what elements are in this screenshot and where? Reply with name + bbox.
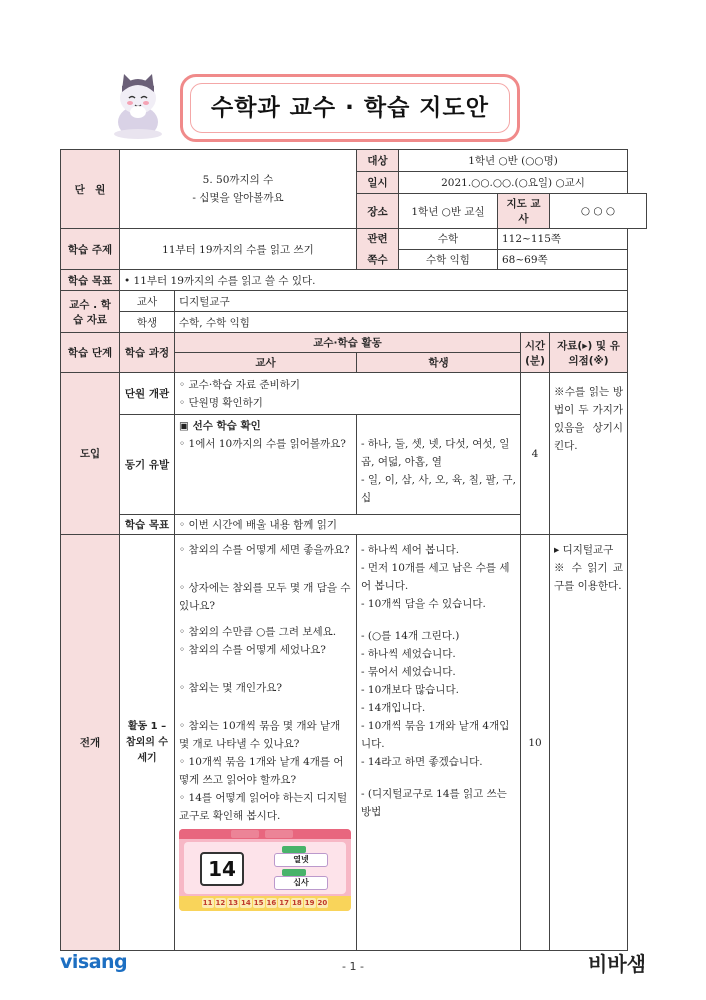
- digital-tool-screenshot: [179, 829, 351, 911]
- teacher-value: ○ ○ ○: [550, 194, 647, 229]
- intro-teacher-1: [175, 373, 521, 415]
- topic-value: 11부터 19까지의 수를 읽고 쓰기: [120, 229, 357, 270]
- intro-time: 4: [521, 373, 550, 535]
- app-strip-number: 12: [215, 899, 226, 907]
- develop-student-1: - 하나씩 세어 봅니다.: [361, 544, 460, 556]
- app-read-2: 십사: [274, 876, 328, 890]
- app-read-1: 열넷: [274, 853, 328, 867]
- develop-teacher-3: ◦ 참외의 수만큼 ○를 그려 보세요.: [179, 626, 337, 638]
- develop-notes: [550, 535, 628, 951]
- intro-process-2: 동기 유발: [120, 415, 175, 515]
- related-pages-2: 68~69쪽: [498, 249, 628, 270]
- app-strip-number: 16: [266, 899, 277, 907]
- develop-student-2: - 먼저 10개를 세고 남은 수를 세어 봅니다.: [361, 562, 510, 592]
- materials-student-value: 수학, 수학 익힘: [175, 312, 628, 333]
- materials-teacher-label: 교사: [120, 291, 175, 312]
- vivasam-logo: 비바샘: [588, 952, 646, 976]
- visang-logo: visang: [60, 951, 128, 973]
- app-strip-number: 15: [253, 899, 264, 907]
- intro-teacher-1-line-2: ◦ 단원명 확인하기: [179, 396, 263, 409]
- app-tag-1: [282, 846, 306, 853]
- app-strip-number: 11: [202, 899, 213, 907]
- app-number-strip: [179, 896, 351, 911]
- develop-teacher-4: ◦ 참외의 수를 어떻게 세었나요?: [179, 644, 326, 656]
- intro-teacher-2: [175, 415, 357, 515]
- header-activity: 교수·학습 활동: [175, 333, 521, 353]
- intro-student-2-line-1: - 하나, 둘, 셋, 넷, 다섯, 여섯, 일곱, 여덟, 아홉, 열: [361, 438, 510, 468]
- develop-student: [357, 535, 521, 951]
- develop-stage: 전개: [61, 535, 120, 951]
- develop-teacher-5: ◦ 참외는 몇 개인가요?: [179, 682, 282, 694]
- page-number: - 1 -: [342, 960, 364, 973]
- develop-student-9: - 10개씩 묶음 1개와 낱개 4개입니다.: [361, 720, 510, 750]
- develop-teacher-8: ◦ 14를 어떻게 읽어야 하는지 디지털 교구로 확인해 봅시다.: [179, 792, 348, 822]
- goal-value: • 11부터 19까지의 수를 읽고 쓸 수 있다.: [120, 270, 628, 291]
- app-number: 14: [200, 852, 244, 886]
- related-book-2: 수학 익힘: [399, 249, 498, 270]
- intro-student-2: [357, 415, 521, 515]
- develop-teacher-6: ◦ 참외는 10개씩 묶음 몇 개와 낱개 몇 개로 나타낼 수 있나요?: [179, 720, 341, 750]
- develop-student-11: - (디지털교구로 14를 읽고 쓰는 방법: [361, 788, 507, 818]
- intro-stage: 도입: [61, 373, 120, 535]
- app-strip-number: 14: [241, 899, 251, 907]
- materials-label: 교수 . 학습 자료: [61, 291, 120, 333]
- app-strip-number: 17: [279, 899, 289, 907]
- datetime-value: 2021.○○.○○.(○요일) ○교시: [399, 172, 628, 194]
- intro-teacher-1-line-1: ◦ 교수·학습 자료 준비하기: [179, 378, 300, 391]
- goal-label: 학습 목표: [61, 270, 120, 291]
- develop-student-3: - 10개씩 담을 수 있습니다.: [361, 598, 486, 610]
- header-notes: 자료(▸) 및 유의점(※): [550, 333, 628, 373]
- intro-teacher-3: ◦ 이번 시간에 배울 내용 함께 읽기: [175, 515, 521, 535]
- header-stage: 학습 단계: [61, 333, 120, 373]
- develop-teacher-1: ◦ 참외의 수를 어떻게 세면 좋을까요?: [179, 544, 350, 556]
- app-strip-number: 13: [228, 899, 238, 907]
- intro-process-1: 단원 개관: [120, 373, 175, 415]
- develop-student-10: - 14라고 하면 좋겠습니다.: [361, 756, 483, 768]
- teacher-label: 지도 교사: [498, 194, 550, 229]
- materials-teacher-value: 디지털교구: [175, 291, 628, 312]
- app-toolbar: [179, 829, 351, 839]
- develop-student-5: - 하나씩 세었습니다.: [361, 648, 456, 660]
- page-title: 수학과 교수 · 학습 지도안: [211, 95, 489, 121]
- related-label: [357, 229, 399, 270]
- unit-sub: - 십몇을 알아볼까요: [192, 192, 284, 204]
- place-value: 1학년 ○반 교실: [399, 194, 498, 229]
- app-strip-number: 20: [317, 899, 328, 907]
- develop-process: 활동 1 – 참외의 수 세기: [120, 535, 175, 951]
- unit-cell: [120, 150, 357, 229]
- related-label-2: 쪽수: [367, 254, 388, 266]
- develop-note-1: ▸ 디지털교구: [554, 544, 614, 556]
- lesson-plan-table: [60, 149, 647, 951]
- cat-mascot-icon: [108, 72, 168, 140]
- topic-label: 학습 주제: [61, 229, 120, 270]
- app-tag-2: [282, 869, 306, 876]
- develop-student-4: - (○를 14개 그린다.): [361, 630, 460, 642]
- materials-student-label: 학생: [120, 312, 175, 333]
- develop-student-6: - 묶어서 세었습니다.: [361, 666, 456, 678]
- develop-student-7: - 10개보다 많습니다.: [361, 684, 459, 696]
- app-strip-number: 18: [292, 899, 302, 907]
- header-teacher: 교사: [175, 353, 357, 373]
- develop-teacher: [175, 535, 357, 951]
- related-pages-1: 112~115쪽: [498, 229, 628, 250]
- header-student: 학생: [357, 353, 521, 373]
- related-book-1: 수학: [399, 229, 498, 250]
- related-label-1: 관련: [367, 233, 388, 245]
- intro-teacher-2-text: ◦ 1에서 10까지의 수를 읽어볼까요?: [179, 438, 346, 450]
- app-strip-number: 19: [304, 899, 315, 907]
- header-time: 시간 (분): [521, 333, 550, 373]
- intro-note: ※수를 읽는 방법이 두 가지가 있음을 상기시킨다.: [550, 373, 628, 535]
- prior-learning-heading: ▣ 선수 학습 확인: [179, 420, 261, 432]
- develop-teacher-2: ◦ 상자에는 참외를 모두 몇 개 담을 수 있나요?: [179, 582, 351, 612]
- target-label: 대상: [357, 150, 399, 172]
- datetime-label: 일시: [357, 172, 399, 194]
- title-banner: [180, 74, 520, 142]
- place-label: 장소: [357, 194, 399, 229]
- develop-teacher-7: ◦ 10개씩 묶음 1개와 낱개 4개를 어떻게 쓰고 읽어야 할까요?: [179, 756, 344, 786]
- unit-label: 단 원: [61, 150, 120, 229]
- app-body: [184, 842, 346, 894]
- develop-note-2: ※ 수 읽기 교구를 이용한다.: [554, 562, 624, 592]
- develop-time: 10: [521, 535, 550, 951]
- target-value: 1학년 ○반 (○○명): [399, 150, 628, 172]
- header-process: 학습 과정: [120, 333, 175, 373]
- intro-process-3: 학습 목표: [120, 515, 175, 535]
- unit-name: 5. 50까지의 수: [202, 174, 274, 186]
- intro-student-2-line-2: - 일, 이, 삼, 사, 오, 육, 칠, 팔, 구, 십: [361, 474, 516, 504]
- develop-student-8: - 14개입니다.: [361, 702, 426, 714]
